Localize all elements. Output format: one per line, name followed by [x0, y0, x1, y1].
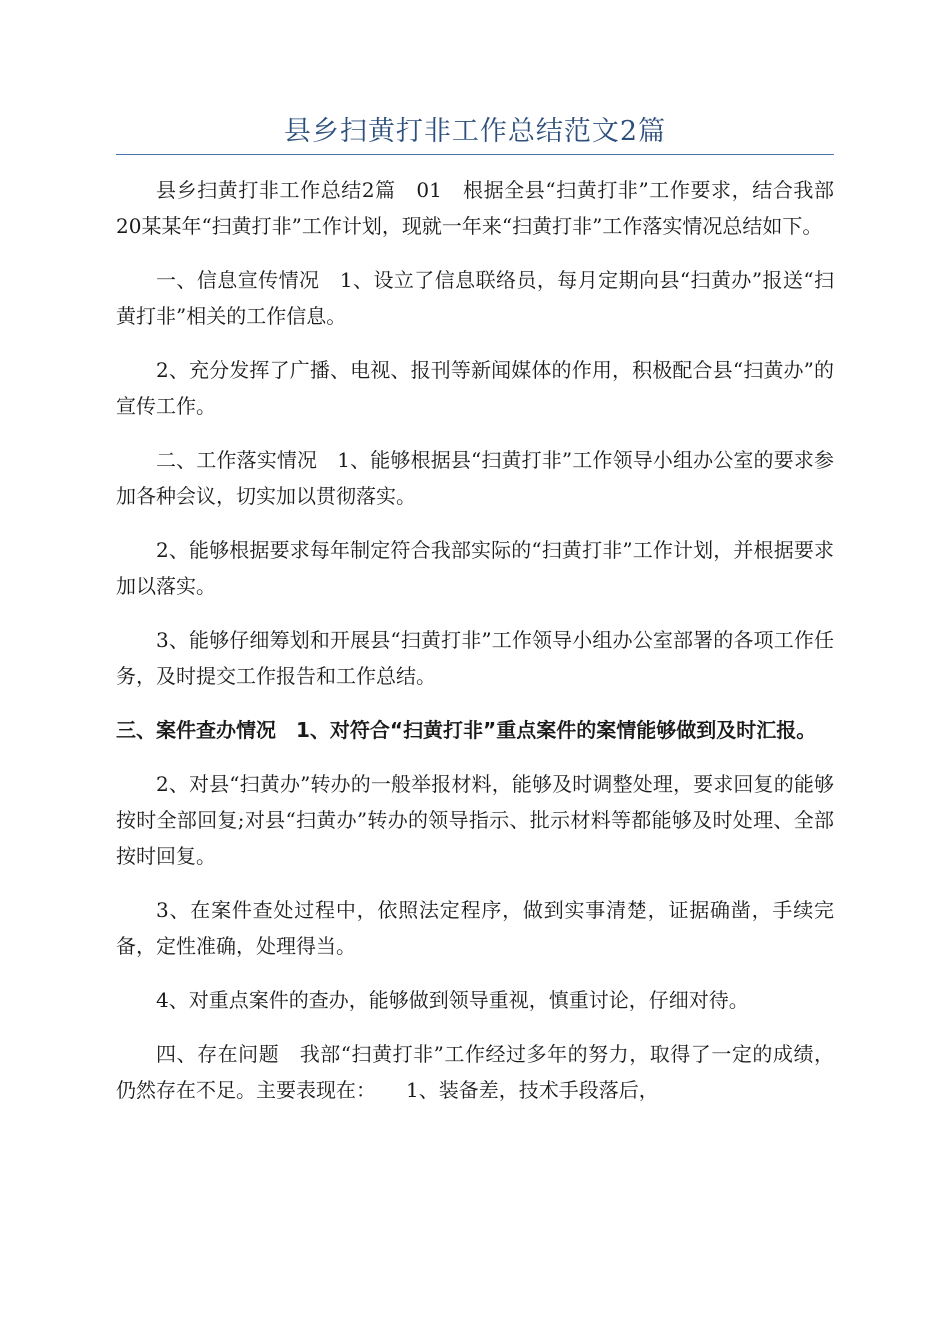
paragraph-intro: 县乡扫黄打非工作总结2篇 01 根据全县“扫黄打非”工作要求，结合我部20某某年“扫黄打非”工作计划，现就一年来“扫黄打非”工作落实情况总结如下。: [116, 178, 834, 238]
paragraph-key-cases: 4、对重点案件的查办，能够做到领导重视，慎重讨论，仔细对待。: [156, 988, 749, 1012]
paragraph-report-materials: 2、对县“扫黄办”转办的一般举报材料，能够及时调整处理，要求回复的能够按时全部回复;对县“扫黄办”转办的领导指示、批示材料等都能够及时处理、全部按时回复。: [116, 772, 834, 868]
document-body: [116, 172, 834, 1126]
paragraph-case-investigation: 3、在案件查处过程中，依照法定程序，做到实事清楚，证据确凿，手续完备，定性准确，处理得当。: [116, 898, 834, 958]
paragraph-work-implementation: 二、工作落实情况 1、能够根据县“扫黄打非”工作领导小组办公室的要求参加各种会议，切实加以贯彻落实。: [116, 448, 834, 508]
paragraph-info-publicity: 一、信息宣传情况 1、设立了信息联络员，每月定期向县“扫黄办”报送“扫黄打非”相关的工作信息。: [116, 268, 834, 328]
title-underline: [116, 154, 834, 155]
paragraph-problems: 四、存在问题 我部“扫黄打非”工作经过多年的努力，取得了一定的成绩，仍然存在不足。主要表现在： 1、装备差，技术手段落后，: [116, 1042, 834, 1102]
paragraph-media: 2、充分发挥了广播、电视、报刊等新闻媒体的作用，积极配合县“扫黄办”的宣传工作。: [116, 358, 834, 418]
document-title: 县乡扫黄打非工作总结范文2篇: [283, 116, 667, 147]
paragraph-work-plan: 2、能够根据要求每年制定符合我部实际的“扫黄打非”工作计划，并根据要求加以落实。: [116, 538, 834, 598]
paragraph-case-handling: 三、案件查办情况 1、对符合“扫黄打非”重点案件的案情能够做到及时汇报。: [116, 718, 817, 742]
paragraph-task-deployment: 3、能够仔细筹划和开展县“扫黄打非”工作领导小组办公室部署的各项工作任务，及时提交工作报告和工作总结。: [116, 628, 834, 688]
